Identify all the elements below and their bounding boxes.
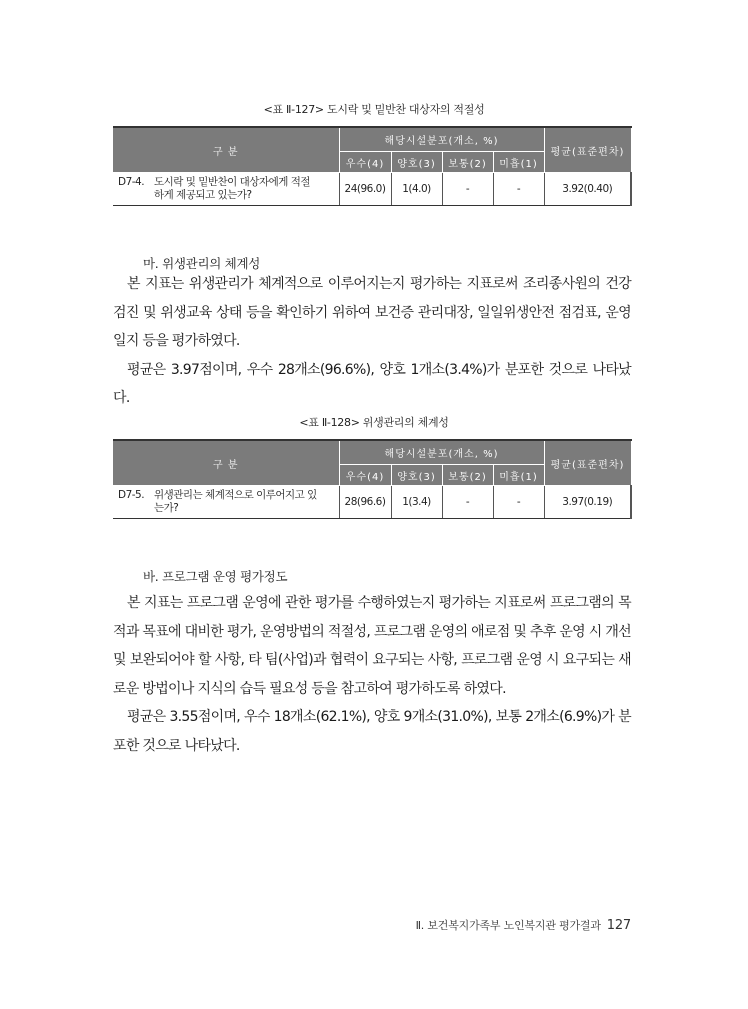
column-header-distribution: 해당시설분포(개소, %) [339, 127, 544, 152]
item-text-line2: 는가? [154, 502, 179, 514]
section-heading: 마. 위생관리의 체계성 [143, 256, 260, 271]
cell-excellent: 28(96.6) [339, 486, 391, 519]
cell-average: 3.97(0.19) [544, 486, 631, 519]
data-table [113, 126, 632, 206]
column-header-poor: 미흡(1) [493, 465, 544, 486]
table-caption: <표 Ⅱ-128> 위생관리의 체계성 [299, 416, 449, 429]
column-header-poor: 미흡(1) [493, 152, 544, 173]
column-header-category: 구 분 [113, 127, 339, 173]
section-body [113, 589, 631, 760]
column-header-fair: 보통(2) [442, 465, 493, 486]
cell-good: 1(4.0) [391, 173, 442, 206]
cell-excellent: 24(96.0) [339, 173, 391, 206]
table-row [113, 486, 631, 519]
page-number: 127 [606, 918, 631, 933]
paragraph: 평균은 3.55점이며, 우수 18개소(62.1%), 양호 9개소(31.0%), 보통 2개소(6.9%)가 분포한 것으로 나타났다. [113, 709, 631, 754]
paragraph: 본 지표는 위생관리가 체계적으로 이루어지는지 평가하는 지표로써 조리종사원의 건강검진 및 위생교육 상태 등을 확인하기 위하여 보건증 관리대장, 일일위생안전 점검표, 운영일지 등을 평가하였다. [113, 276, 631, 349]
table-row [113, 173, 631, 206]
footer-chapter: Ⅱ. 보건복지가족부 노인복지관 평가결과 [415, 919, 601, 932]
item-code: D7-4. [118, 176, 145, 188]
item-text-line2: 하게 제공되고 있는가? [154, 189, 252, 201]
column-header-good: 양호(3) [391, 465, 442, 486]
column-header-average: 평균(표준편차) [544, 440, 631, 486]
column-header-fair: 보통(2) [442, 152, 493, 173]
cell-fair: - [442, 173, 493, 206]
item-code: D7-5. [118, 489, 145, 501]
page-footer [416, 917, 631, 933]
cell-poor: - [493, 173, 544, 206]
column-header-category: 구 분 [113, 440, 339, 486]
row-label [113, 173, 339, 206]
cell-poor: - [493, 486, 544, 519]
section-body [113, 270, 631, 413]
table-caption: <표 Ⅱ-127> 도시락 및 밑반찬 대상자의 적절성 [263, 103, 485, 116]
data-table [113, 439, 632, 519]
column-header-excellent: 우수(4) [339, 465, 391, 486]
paragraph: 본 지표는 프로그램 운영에 관한 평가를 수행하였는지 평가하는 지표로써 프로그램의 목적과 목표에 대비한 평가, 운영방법의 적절성, 프로그램 운영의 애로점 및 추후 운영 시 개선 및 보완되어야 할 사항, 타 팀(사업)과 협력이 요구되는 사항, 프로그램 운영 시 요구되는 새로운 방법이나 지식의 습득 필요성 등을 참고하여 평가하도록 하였다. [113, 595, 631, 697]
column-header-excellent: 우수(4) [339, 152, 391, 173]
cell-good: 1(3.4) [391, 486, 442, 519]
cell-average: 3.92(0.40) [544, 173, 631, 206]
item-text-line1: 위생관리는 체계적으로 이루어지고 있 [154, 489, 317, 501]
section-heading: 바. 프로그램 운영 평가정도 [143, 569, 288, 584]
column-header-good: 양호(3) [391, 152, 442, 173]
column-header-average: 평균(표준편차) [544, 127, 631, 173]
row-label [113, 486, 339, 519]
paragraph: 평균은 3.97점이며, 우수 28개소(96.6%), 양호 1개소(3.4%)가 분포한 것으로 나타났다. [113, 361, 631, 406]
cell-fair: - [442, 486, 493, 519]
item-text-line1: 도시락 및 밑반찬이 대상자에게 적절 [154, 176, 310, 188]
column-header-distribution: 해당시설분포(개소, %) [339, 440, 544, 465]
